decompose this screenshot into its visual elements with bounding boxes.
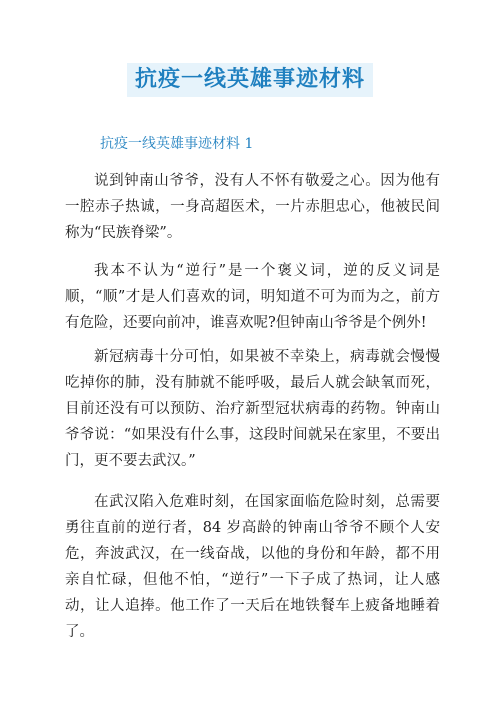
page-title: 抗疫一线英雄事迹材料 (127, 63, 373, 97)
paragraph-3: 新冠病毒十分可怕，如果被不幸染上，病毒就会慢慢吃掉你的肺，没有肺就不能呼吸，最后人就会缺氧而死，目前还没有可以预防、治疗新型冠状病毒的药物。钟南山爷爷说：“如果没有什么事，这段时间就呆在家里，不要出门，更不要去武汉。” (65, 349, 440, 469)
title-container (0, 63, 500, 97)
paragraph-4: 在武汉陷入危难时刻，在国家面临危险时刻，总需要勇往直前的逆行者，84 岁高龄的钟南山爷爷不顾个人安危，奔波武汉，在一线奋战，以他的身份和年龄，都不用亲自忙碌，但他不怕，“逆行”一下子成了热词，让人感动，让人追捧。他工作了一天后在地铁餐车上疲备地睡着了。 (65, 494, 440, 640)
paragraph-2: 我本不认为“逆行”是一个褒义词，逆的反义词是顺，“顺”才是人们喜欢的词，明知道不可为而为之，前方有危险，还要向前冲，谁喜欢呢?但钟南山爷爷是个例外! (65, 263, 440, 331)
section-heading: 抗疫一线英雄事迹材料 1 (100, 136, 254, 152)
paragraph-1: 说到钟南山爷爷，没有人不怀有敬爱之心。因为他有一腔赤子热诚，一身高超医术，一片赤胆忠心，他被民间称为“民族脊梁”。 (65, 173, 440, 241)
